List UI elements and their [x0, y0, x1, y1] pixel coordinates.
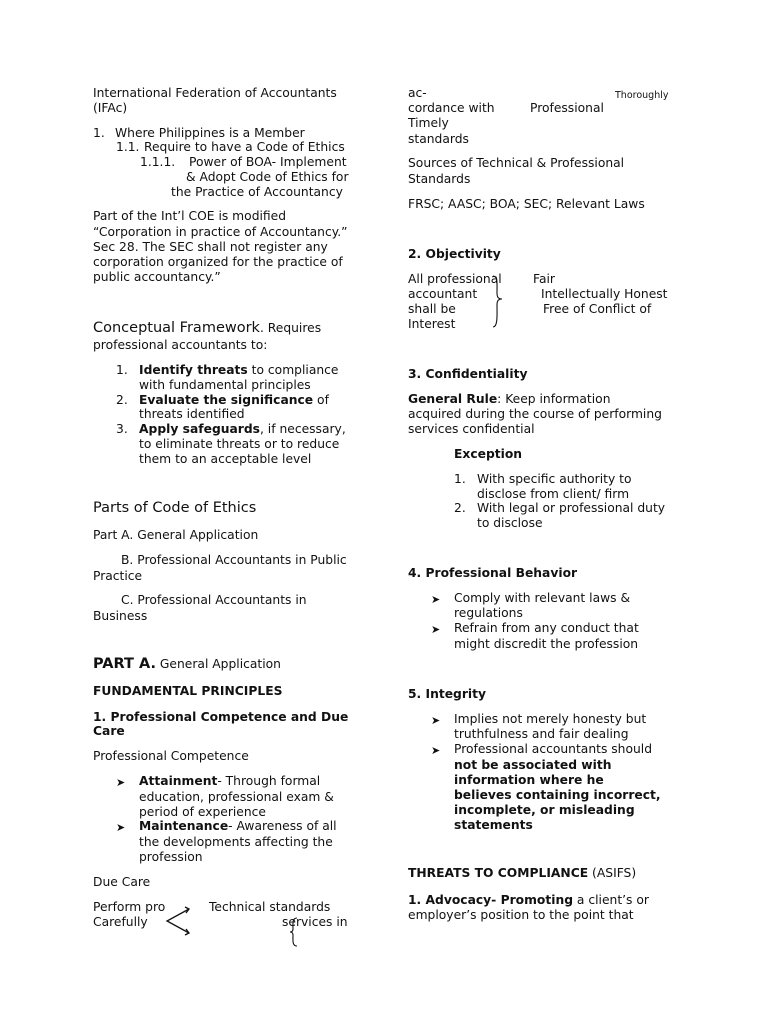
paragraph-line: employer’s position to the point that [408, 908, 634, 922]
list-item-bold: Evaluate the significance [139, 393, 314, 407]
list-item: Where Philippines is a Member [115, 126, 305, 140]
paragraph-line: “Corporation in practice of Accountancy.” [93, 225, 348, 239]
list-item-rest: - Awareness of all [228, 819, 337, 833]
list-item-continued: them to an acceptable level [139, 452, 312, 466]
list-item-continued: profession [139, 850, 203, 864]
list-number: 3. [116, 422, 128, 436]
list-item-bold: Identify threats [139, 363, 248, 377]
list-item [139, 774, 320, 789]
paragraph-line: Sec 28. The SEC shall not register any [93, 240, 328, 254]
diagram-label: Technical standards [209, 900, 331, 914]
section-heading-rest: General Application [155, 657, 281, 671]
diagram-label: Intellectually Honest [541, 287, 668, 301]
list-number: 2. [116, 393, 128, 407]
list-number: 1. [93, 126, 105, 140]
list-number: 2. [454, 501, 466, 515]
list-item-bold: Maintenance [139, 819, 229, 833]
list-item-continued: the Practice of Accountancy [171, 185, 343, 199]
arrow-bullet-icon: ➤ [431, 744, 441, 757]
section-heading: 2. Objectivity [408, 247, 501, 261]
list-item [139, 393, 329, 408]
section-heading-title: THREATS TO COMPLIANCE [408, 866, 589, 880]
curly-brace-icon [490, 274, 504, 330]
paragraph-fragment: standards [408, 132, 469, 146]
section-heading: 4. Professional Behavior [408, 566, 578, 580]
paragraph-line: services confidential [408, 422, 535, 436]
section-heading: Parts of Code of Ethics [93, 500, 257, 516]
list-item-continued: period of experience [139, 805, 266, 819]
arrow-bullet-icon: ➤ [116, 821, 126, 834]
list-item-continued: regulations [454, 606, 523, 620]
list-item: Power of BOA- Implement [189, 155, 347, 169]
list-number: 1. [116, 363, 128, 377]
curly-brace-icon [288, 916, 300, 948]
paragraph-fragment: Professional [530, 101, 604, 115]
paragraph-line: Due Care [93, 875, 151, 889]
list-item-continued: truthfulness and fair dealing [454, 727, 629, 741]
list-item-continued: believes containing incorrect, [454, 788, 661, 802]
list-item-rest: - Through formal [217, 774, 321, 788]
list-item-continued: the developments affecting the [139, 835, 333, 849]
paragraph-rest: a client’s or [573, 893, 649, 907]
list-item: Professional accountants should [454, 742, 653, 756]
paragraph-line: Sources of Technical & Professional [408, 156, 625, 170]
paragraph-line: public accountancy.” [93, 270, 221, 284]
list-item-continued: with fundamental principles [139, 378, 311, 392]
list-item-continued: not be associated with [454, 758, 612, 772]
list-item-continued: threats identified [139, 407, 245, 421]
arrow-bullet-icon: ➤ [431, 593, 441, 606]
section-heading-rest: . Requires [259, 321, 322, 335]
ifac-title: International Federation of Accountants [93, 86, 337, 100]
list-item: With legal or professional duty [477, 501, 666, 515]
paragraph-rest: : Keep information [497, 392, 611, 406]
paragraph-line: Part A. General Application [93, 528, 259, 542]
paragraph-line [408, 893, 649, 908]
diagram-label: shall be [408, 302, 456, 316]
diagram-label: Perform pro [93, 900, 166, 914]
subheading: Exception [454, 447, 523, 461]
list-item-continued: might discredit the profession [454, 637, 639, 651]
list-number: 1. [454, 472, 466, 486]
section-heading [93, 657, 281, 672]
paragraph-bold: General Rule [408, 392, 498, 406]
list-item-bold: Apply safeguards [139, 422, 260, 436]
paragraph-line: professional accountants to: [93, 338, 268, 352]
list-item-rest: , if necessary, [259, 422, 346, 436]
list-item-continued: statements [454, 818, 533, 832]
list-item-bold: Attainment [139, 774, 218, 788]
diagram-label: Interest [408, 317, 456, 331]
section-heading [408, 866, 636, 881]
section-heading-title: Conceptual Framework [93, 320, 260, 336]
list-item: Comply with relevant laws & [454, 591, 631, 605]
paragraph-fragment: cordance with [408, 101, 495, 115]
section-heading [93, 321, 321, 336]
list-number: 1.1. [116, 140, 140, 154]
list-item [139, 819, 337, 834]
arrow-bullet-icon: ➤ [431, 623, 441, 636]
subheading: 1. Professional Competence and Due [93, 710, 349, 724]
paragraph-line: corporation organized for the practice of [93, 255, 343, 269]
diagram-label: Free of Conflict of [543, 302, 652, 316]
ifac-abbrev: (IFAc) [93, 101, 128, 115]
paragraph-line: acquired during the course of performing [408, 407, 662, 421]
paragraph-line: Professional Competence [93, 749, 249, 763]
list-item-continued: to disclose [477, 516, 543, 530]
paragraph-line: Part of the Int’l COE is modified [93, 209, 287, 223]
list-item-continued: to eliminate threats or to reduce [139, 437, 340, 451]
paragraph-line: C. Professional Accountants in [121, 593, 307, 607]
list-item-continued: & Adopt Code of Ethics for [186, 170, 349, 184]
paragraph-line: FRSC; AASC; BOA; SEC; Relevant Laws [408, 197, 645, 211]
diagram-label: Carefully [93, 915, 148, 929]
paragraph-line: Standards [408, 172, 471, 186]
arrow-bullet-icon: ➤ [116, 776, 126, 789]
paragraph-fragment: Timely [408, 116, 449, 130]
list-item: Refrain from any conduct that [454, 621, 639, 635]
paragraph-line [408, 392, 611, 407]
section-heading-rest: (ASIFS) [588, 866, 637, 880]
paragraph-fragment: ac- [408, 86, 427, 100]
list-number: 1.1.1. [140, 155, 176, 169]
diagram-label: accountant [408, 287, 478, 301]
paragraph-line: Practice [93, 569, 143, 583]
diagram-label: All professional [408, 272, 502, 286]
section-heading: 5. Integrity [408, 687, 487, 701]
section-heading: 3. Confidentiality [408, 367, 528, 381]
list-item [139, 422, 346, 437]
subheading: FUNDAMENTAL PRINCIPLES [93, 684, 283, 698]
paragraph-line: B. Professional Accountants in Public [121, 553, 347, 567]
list-item [139, 363, 338, 378]
list-item-rest: of [313, 393, 329, 407]
list-item: Implies not merely honesty but [454, 712, 647, 726]
paragraph-bold: 1. Advocacy- Promoting [408, 893, 574, 907]
list-item: Require to have a Code of Ethics [144, 140, 345, 154]
chevron-left-icon [164, 906, 194, 936]
diagram-label: Fair [533, 272, 555, 286]
list-item-continued: education, professional exam & [139, 790, 334, 804]
list-item-continued: information where he [454, 773, 604, 787]
list-item-continued: disclose from client/ firm [477, 487, 630, 501]
diagram-label: services in [282, 915, 348, 929]
section-heading-title: PART A. [93, 656, 156, 672]
paragraph-line: Business [93, 609, 148, 623]
subheading: Care [93, 724, 125, 738]
paragraph-fragment: Thoroughly [615, 90, 669, 101]
list-item-rest: to compliance [247, 363, 339, 377]
list-item: With specific authority to [477, 472, 632, 486]
arrow-bullet-icon: ➤ [431, 714, 441, 727]
list-item-continued: incomplete, or misleading [454, 803, 635, 817]
